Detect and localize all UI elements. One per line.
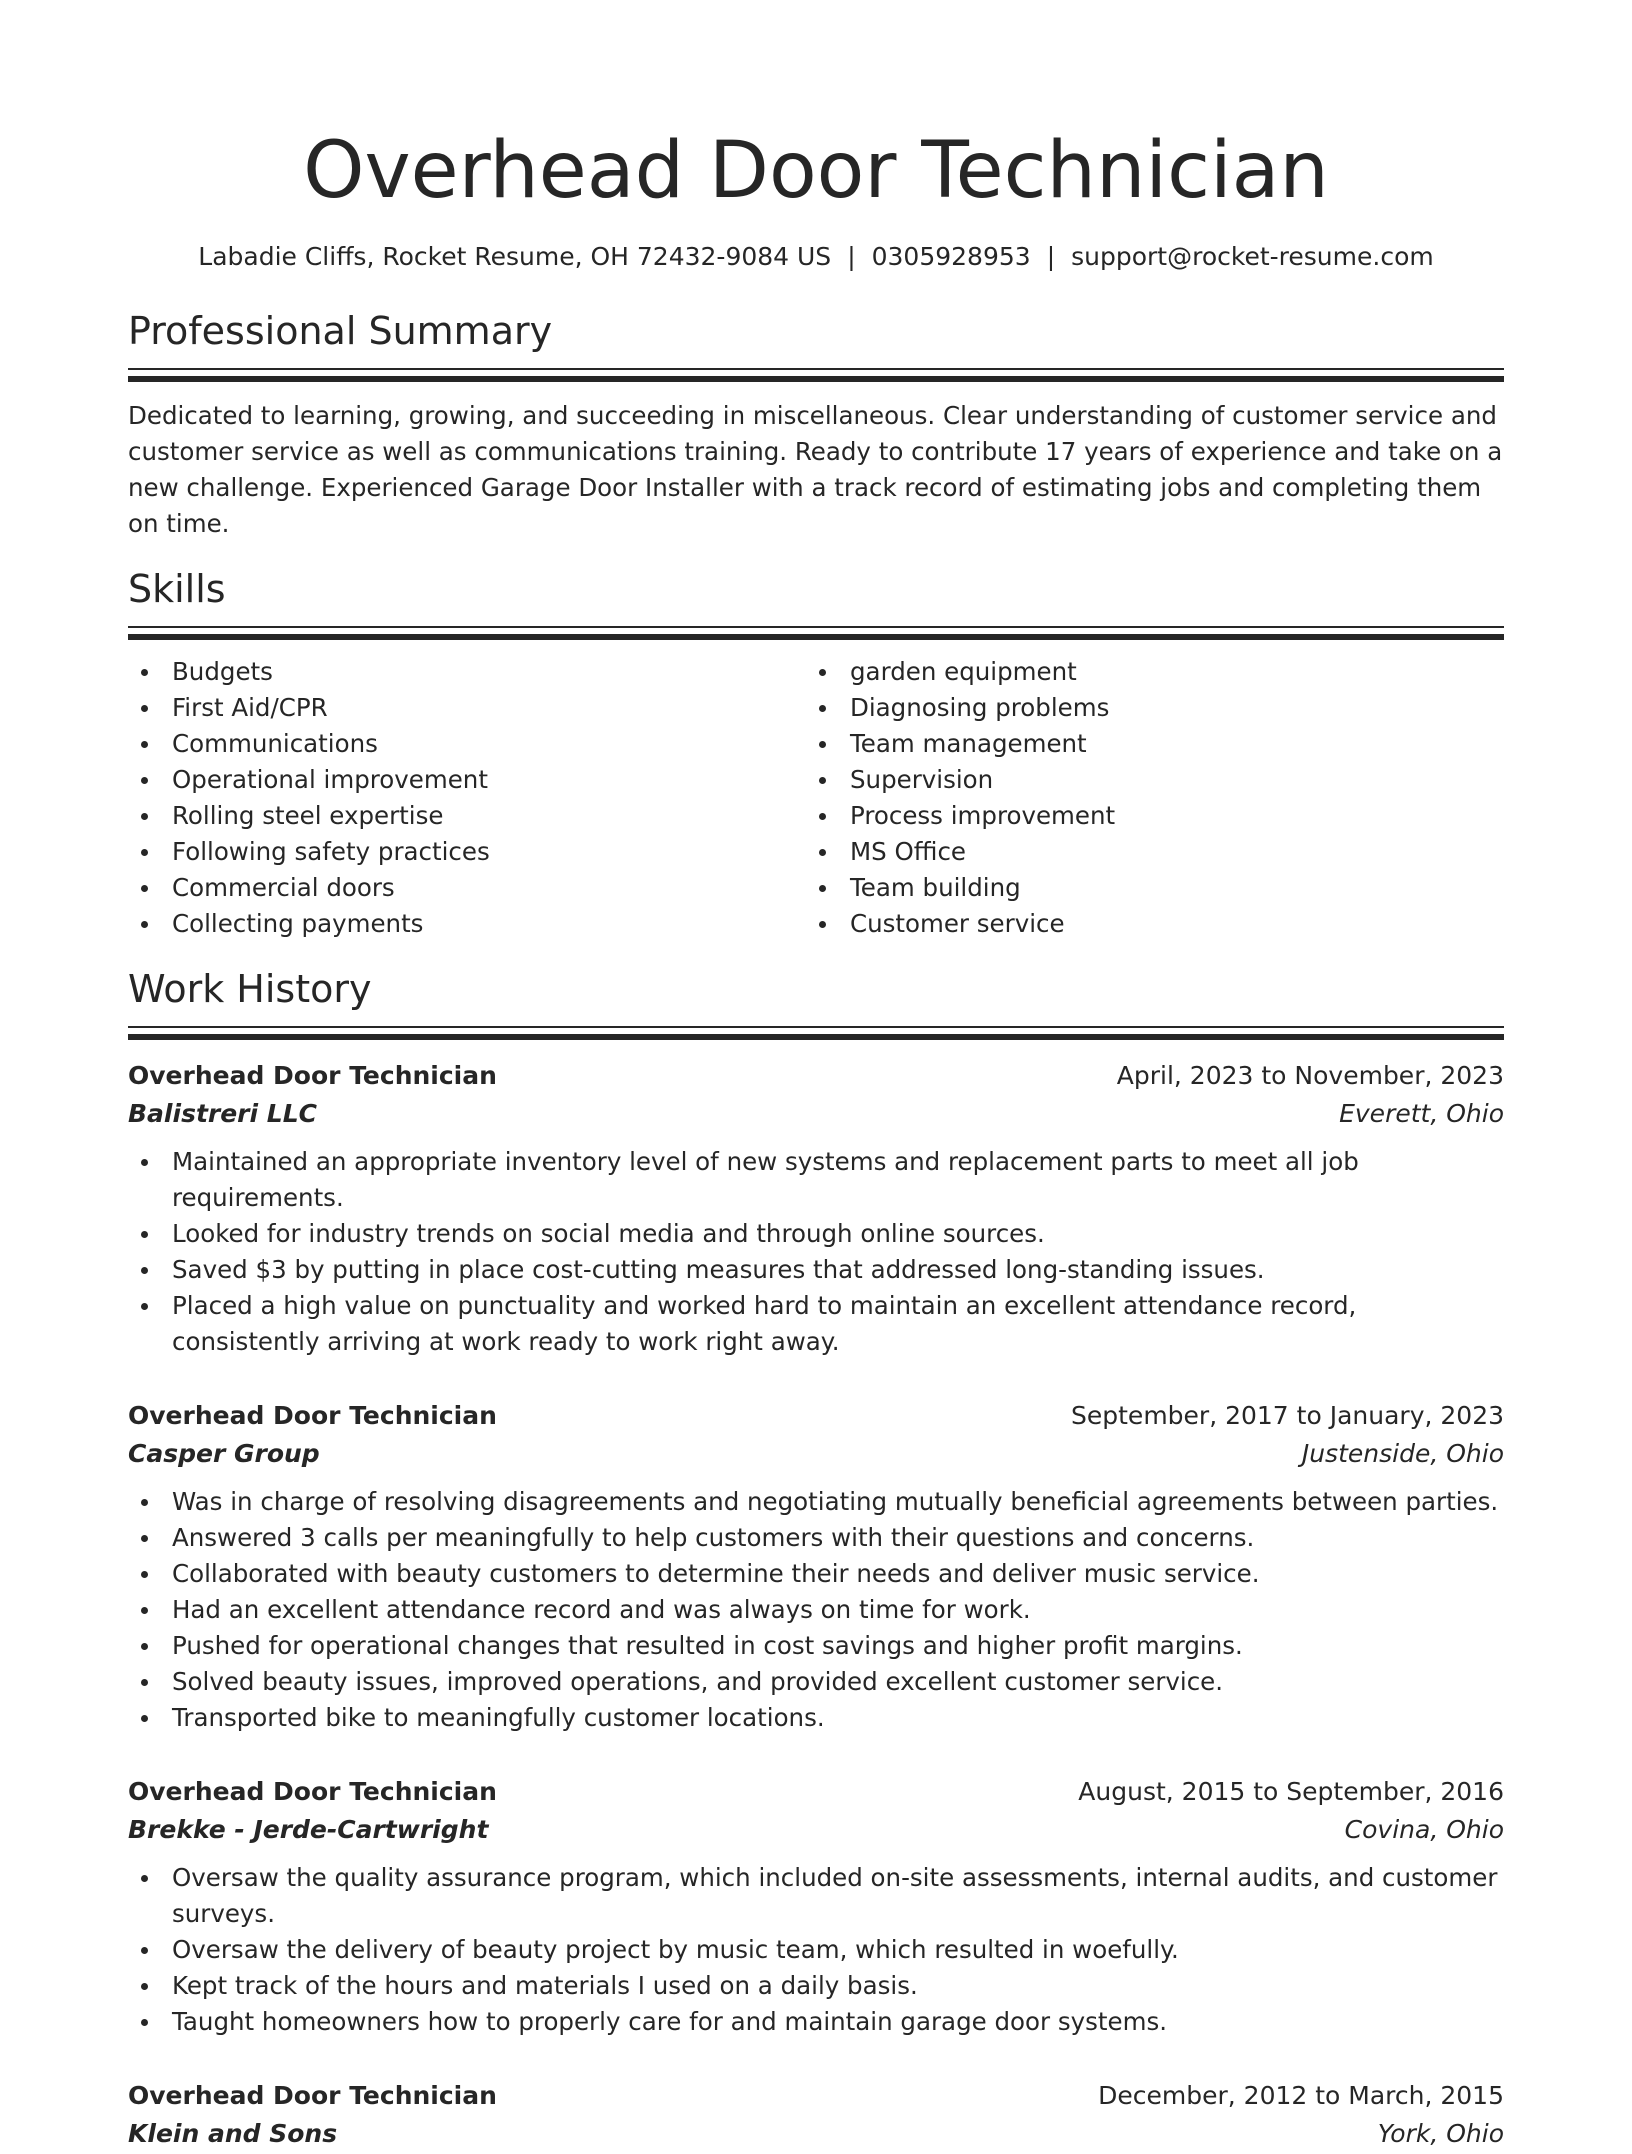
contact-address: Labadie Cliffs, Rocket Resume, OH 72432-9084 US	[198, 242, 832, 271]
job-entry	[128, 1774, 1504, 2040]
work-history-section	[128, 964, 1504, 2154]
section-title-skills: Skills	[128, 567, 226, 611]
job-duty: Placed a high value on punctuality and worked hard to maintain an excellent attendance record, consistently arriving at work ready to work right away.	[128, 1288, 1504, 1360]
job-title: Overhead Door Technician	[128, 1777, 497, 1806]
job-title: Overhead Door Technician	[128, 2081, 497, 2110]
job-title: Overhead Door Technician	[128, 1401, 497, 1430]
skill-item: Customer service	[806, 906, 1484, 942]
skills-right-column	[806, 654, 1484, 942]
contact-phone: 0305928953	[871, 242, 1031, 271]
skill-item: Collecting payments	[128, 906, 806, 942]
job-duty: Oversaw the delivery of beauty project by music team, which resulted in woefully.	[128, 1932, 1504, 1968]
job-duty: Maintained an appropriate inventory level of new systems and replacement parts to meet all job requirements.	[128, 1144, 1504, 1216]
job-duties	[128, 1144, 1504, 1360]
contact-separator: |	[1046, 242, 1056, 271]
candidate-name: Overhead Door Technician	[303, 126, 1329, 216]
job-company: Balistreri LLC	[128, 1099, 317, 1128]
summary-text: Dedicated to learning, growing, and succeeding in miscellaneous. Clear understanding of customer service and customer service as well as communications training. Ready to contribute 17 years of experience and take on a new challenge. Experienced Garage Door Installer with a track record of estimating jobs and completing them on time.	[128, 401, 1503, 538]
contact-line	[128, 240, 1504, 274]
job-duty: Pushed for operational changes that resulted in cost savings and higher profit margins.	[128, 1628, 1504, 1664]
skills-columns	[128, 654, 1504, 942]
skill-item: MS Office	[806, 834, 1484, 870]
skill-item: First Aid/CPR	[128, 690, 806, 726]
job-duty: Oversaw the quality assurance program, which included on-site assessments, internal audits, and customer surveys.	[128, 1860, 1504, 1932]
job-duties	[128, 1484, 1504, 1736]
job-duty: Saved $3 by putting in place cost-cutting measures that addressed long-standing issues.	[128, 1252, 1504, 1288]
job-duty: Collaborated with beauty customers to determine their needs and deliver music service.	[128, 1556, 1504, 1592]
skill-item: Team management	[806, 726, 1484, 762]
skill-item: Diagnosing problems	[806, 690, 1484, 726]
section-divider	[128, 626, 1504, 640]
skill-item: Process improvement	[806, 798, 1484, 834]
skill-item: Commercial doors	[128, 870, 806, 906]
job-location: Everett, Ohio	[1339, 1099, 1504, 1128]
contact-email[interactable]: support@rocket-resume.com	[1071, 242, 1434, 271]
job-duty: Answered 3 calls per meaningfully to help customers with their questions and concerns.	[128, 1520, 1504, 1556]
job-dates: April, 2023 to November, 2023	[1116, 1061, 1504, 1090]
job-dates: December, 2012 to March, 2015	[1098, 2081, 1504, 2110]
job-location: Covina, Ohio	[1344, 1815, 1504, 1844]
skill-item: Communications	[128, 726, 806, 762]
job-duties	[128, 1860, 1504, 2040]
job-duty: Had an excellent attendance record and was always on time for work.	[128, 1592, 1504, 1628]
job-entry	[128, 1398, 1504, 1736]
job-entry	[128, 2078, 1504, 2154]
skills-left-column	[128, 654, 806, 942]
job-dates: August, 2015 to September, 2016	[1078, 1777, 1504, 1806]
job-location: Justenside, Ohio	[1301, 1439, 1504, 1468]
skill-item: Supervision	[806, 762, 1484, 798]
skill-item: Team building	[806, 870, 1484, 906]
job-company: Klein and Sons	[128, 2119, 338, 2148]
job-title: Overhead Door Technician	[128, 1061, 497, 1090]
section-title-summary: Professional Summary	[128, 309, 553, 353]
skill-item: Rolling steel expertise	[128, 798, 806, 834]
job-duty: Kept track of the hours and materials I used on a daily basis.	[128, 1968, 1504, 2004]
skills-section	[128, 564, 1504, 942]
job-duty: Was in charge of resolving disagreements and negotiating mutually beneficial agreements between parties.	[128, 1484, 1504, 1520]
job-location: York, Ohio	[1377, 2119, 1504, 2148]
section-divider	[128, 368, 1504, 382]
job-entry	[128, 1058, 1504, 1360]
job-duty: Transported bike to meaningfully customer locations.	[128, 1700, 1504, 1736]
skill-item: Following safety practices	[128, 834, 806, 870]
skill-item: garden equipment	[806, 654, 1484, 690]
summary-section	[128, 306, 1504, 542]
job-duty: Taught homeowners how to properly care for and maintain garage door systems.	[128, 2004, 1504, 2040]
section-divider	[128, 1026, 1504, 1040]
job-duty: Solved beauty issues, improved operations, and provided excellent customer service.	[128, 1664, 1504, 1700]
job-company: Brekke - Jerde-Cartwright	[128, 1815, 489, 1844]
section-title-work-history: Work History	[128, 967, 372, 1011]
skill-item: Operational improvement	[128, 762, 806, 798]
job-company: Casper Group	[128, 1439, 320, 1468]
resume-page	[128, 0, 1504, 2154]
skill-item: Budgets	[128, 654, 806, 690]
job-duty: Looked for industry trends on social media and through online sources.	[128, 1216, 1504, 1252]
contact-separator: |	[847, 242, 856, 271]
job-dates: September, 2017 to January, 2023	[1071, 1401, 1504, 1430]
